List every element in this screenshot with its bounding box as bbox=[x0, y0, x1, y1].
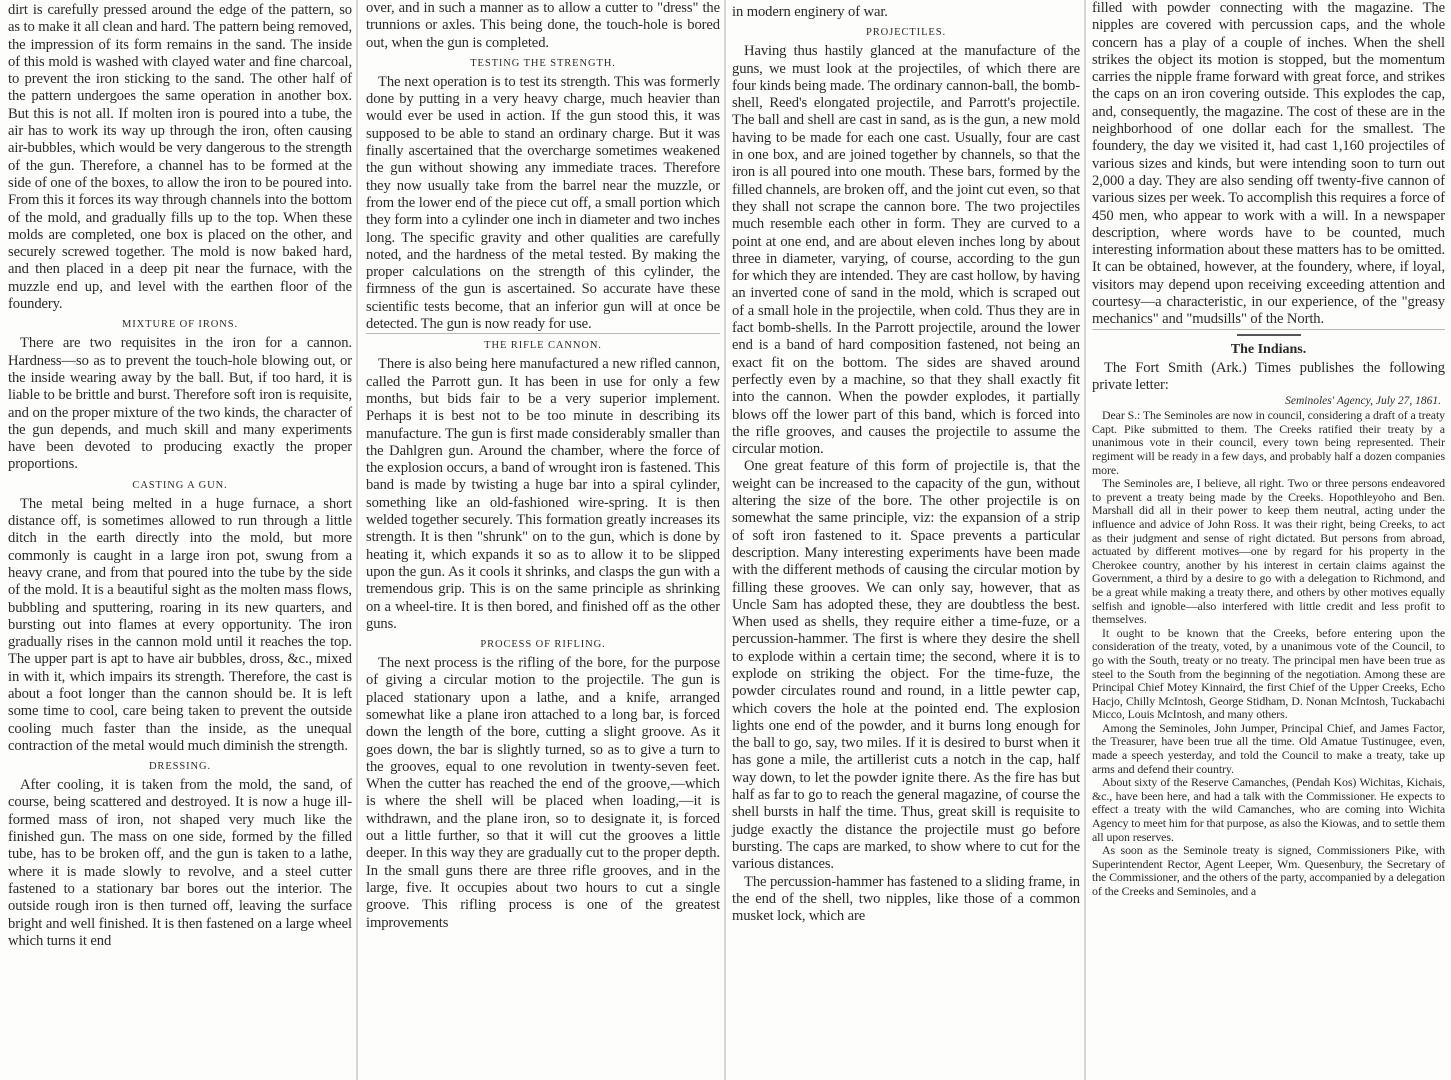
paragraph: The Fort Smith (Ark.) Times publishes the following private letter: bbox=[1092, 359, 1445, 393]
letter-paragraph: Among the Seminoles, John Jumper, Principal Chief, and James Factor, the Treasurer, have been true all the time. Old Amatue Tustinugee, even, made a speech yesterday, and told the Council to make a treaty, take up arms and defend their country. bbox=[1092, 720, 1445, 776]
letter-paragraph: Dear S.: The Seminoles are now in council, considering a draft of a treaty Capt. Pike submitted to them. The Creeks ratified their treaty by a unanimous vote in their council, every town being represented. Their regiment will be ready in a few days, and probably half a dozen companies more. bbox=[1092, 408, 1445, 477]
paragraph: in modern enginery of war. bbox=[732, 4, 888, 20]
paragraph: The next process is the rifling of the bore, for the purpose of giving a circular motion to the projectile. The gun is placed stationary upon a lathe, and a knife, arranged somewhat like a plane iron attached to a long bar, is forced down the length of the bore, cutting a slight groove. As it goes down, the bar is slightly turned, so as to give a turn to the grooves, equal to one revolution in twenty-seven feet. When the cutter has reached the end of the groove,—which is where the shell will be placed when loading,—it is withdrawn, and the plane iron, so to designate it, is forced out a little further, so that it will cut the grooves a little deeper. In this way they are gradually cut to the proper depth. In the small guns there are three rifle grooves, and in the large, five. It occupies about two hours to cut a single groove. This rifling process is one of the greatest improvements bbox=[366, 655, 720, 931]
column-2 bbox=[358, 0, 724, 1080]
letter-paragraph: About sixty of the Reserve Camanches, (Pendah Kos) Wichitas, Kichais, &c., have been here, and had a talk with the Commissioner. He expects to effect a treaty with the wild Camanches, who are coming into Wichita Agency to meet him for that purpose, as also the Kiowas, and to settle them all upon reserves. bbox=[1092, 775, 1445, 844]
paragraph: over, and in such a manner as to allow a cutter to "dress" the trunnions or axles. This being done, the touch-hole is bored out, when the gun is completed. bbox=[366, 0, 720, 51]
section-heading: THE RIFLE CANNON. bbox=[484, 340, 602, 352]
article-title: The Indians. bbox=[1230, 341, 1307, 357]
letter-paragraph: It ought to be known that the Creeks, before entering upon the consideration of the treaty, voted, by a unanimous vote of the Council, to go with the South, treaty or no treaty. The principal men have been true as steel to the South from the beginning of the negotiation. Among these are Principal Chief Motey Kinnaird, the first Chief of the Upper Creeks, Echo Hacjo, Chilly McIntosh, George Stidham, D. Nonan McIntosh, Tuckabachi Micco, Louis McIntosh, and many others. bbox=[1092, 625, 1445, 722]
column-4 bbox=[1086, 0, 1451, 1080]
column-3 bbox=[726, 0, 1084, 1080]
letter-paragraph: As soon as the Seminole treaty is signed, Commissioners Pike, with Superintendent Rector, Agent Leeper, Wm. Quesenbury, the Secretary of the Commissioner, and the others of the party, accompanied by a delegation of the Creeks and Seminoles, and a bbox=[1092, 843, 1445, 899]
paragraph: The metal being melted in a huge furnace, a short distance off, is sometimes allowed to run through a little ditch in the earth directly into the mold, but more commonly is caught in a large iron pot, swung from a heavy crane, and from that poured into the tube by the side of the mold. It is a beautiful sight as the molten mass flows, bubbling and sputtering, roaring in its new quarters, and bursting out into flames at every opportunity. The iron gradually rises in the cannon mold until it reaches the top. The upper part is apt to have air bubbles, dross, &c., mixed in with it, which impairs its strength. Therefore, the cast is about a foot longer than the cannon should be. It is left some time to cool, care being taken to prevent the outside cooling much faster than the inside, as the unequal contraction of the metal would much diminish the strength. bbox=[8, 495, 352, 754]
clipping-piece bbox=[366, 0, 720, 334]
paragraph: After cooling, it is taken from the mold, the sand, of course, being scattered and destroyed. It is now a huge ill-formed mass of iron, not shaped very much like the finished gun. The mass on one side, formed by the filled tube, has to be broken off, and the gun is taken to a lathe, where it is made slowly to revolve, and a steel cutter fastened to a stationary bar bores out the interior. The outside rough iron is then turned off, leaving the surface bright and well finished. It is then fastened on a large wheel which turns it end bbox=[8, 777, 352, 949]
section-heading: CASTING A GUN. bbox=[132, 479, 228, 491]
paragraph: dirt is carefully pressed around the edge of the pattern, so as to make it all clean and hard. The pattern being removed, the impression of its form remains in the sand. The inside of this mold is washed with clayed water and fine charcoal, to prevent the iron sticking to the sand. The other half of the pattern undergoes the same operation in another box. But this is not all. If molten iron is poured into a tube, the air has to work its way up through the iron, often causing air-bubbles, which would be very dangerous to the strength of the gun. Therefore, a channel has to be formed at the side of one of the boxes, to allow the iron to be poured into. From this it forces its way through channels into the bottom of the mold, and gradually fills up to the top. When these molds are completed, one box is placed on the other, and securely screwed together. The mold is now baked hard, and then placed in a deep pit near the furnace, with the muzzle end up, and level with the earthen floor of the foundery. bbox=[8, 2, 352, 313]
paragraph: Having thus hastily glanced at the manufacture of the guns, we must look at the projectiles, of which there are four kinds being made. The ordinary cannon-ball, the bomb-shell, Reed's elongated projectile, and Parrott's projectile. The ball and shell are cast in sand, as is the gun, a new mold having to be made for each one cast. Usually, four are cast in one box, and are joined together by channels, so that the iron is all poured into one mouth. These bars, formed by the filled channels, are broken off, and the joint cut even, so that they shall not scrape the cannon bore. The two projectiles much resemble each other in form. They are curved to a point at one end, and are about eleven inches long by about three in diameter, varying, of course, according to the gun for which they are intended. They are cast hollow, by having an inverted cone of sand in the mold, which is scraped out of a small hole in the projectile, when cold. Thus they are in fact bomb-shells. In the Parrott projectile, around the lower end is a band of hard composition fastened, not being an exact fit on the bottom. The sides are shaved around perfectly even by a machine, so that they shall exactly fit into the cannon. When the powder explodes, it partially blows off the lower part of this band, which is forced into the rifle grooves, and causes the projectile to assume the circular motion. bbox=[732, 43, 1080, 458]
section-heading: MIXTURE OF IRONS. bbox=[122, 319, 238, 331]
section-heading: DRESSING. bbox=[148, 761, 212, 773]
clipping-piece bbox=[1092, 0, 1445, 330]
letter-paragraph: The Seminoles are, I believe, all right. Two or three persons endeavored to prevent a treaty being made by the Creeks. Hopothleyoho and Ben. Marshall did all in their power to keep them neutral, acting under the influence and advice of John Ross. It was their right, being Creeks, to act as their judgment and sense of right dictated. But persons from abroad, actuated by different motives—one by regard for his property in the Cherokee country, another by his interest in certain claims against the Government, a third by a desire to go with a delegation to Richmond, and be a great while making a treaty there, and others by other motives equally selfish and ignoble—also interfered with little credit and less profit to themselves. bbox=[1092, 476, 1445, 627]
paragraph: There are two requisites in the iron for a cannon. Hardness—so as to prevent the touch-hole blowing out, or the inside wearing away by the ball. But, if too hard, it is liable to be brittle and burst. Therefore soft iron is requisite, and on the proper mixture of the two kinds, the character of the gun depends, and much skill and many experiments have been devoted to producing exactly the proper proportions. bbox=[8, 335, 352, 473]
paragraph: filled with powder connecting with the magazine. The nipples are covered with percussion caps, and the whole concern has a play of a couple of inches. When the shell strikes the object its motion is stopped, but the momentum carries the nipple frame forward with great force, and strikes the caps on an iron covering outside. This explodes the cap, and, consequently, the magazine. The cost of these are in the neighborhood of one dollar each for the smallest. The foundery, the day we visited it, had cast 1,160 projectiles of various sizes and kinds, but were intending soon to turn out 2,000 a day. They are also sending off twenty-five cannon of various sizes per week. To accomplish this requires a force of 450 men, who appear to work with a will. In a newspaper description, where words have to be counted, much interesting information about these matters has to be omitted. It can be obtained, however, at the foundery, where, if loyal, visitors may depend upon receiving exceeding attention and courtesy—a characteristic, in our experience, of the "greasy mechanics" and "mudsills" of the North. bbox=[1092, 0, 1445, 328]
section-heading: PROCESS OF RIFLING. bbox=[480, 639, 606, 651]
paragraph: The next operation is to test its strength. This was formerly done by putting in a very heavy charge, much heavier than would ever be used in action. If the gun stood this, it was supposed to be able to stand an ordinary charge. But it was finally ascertained that the overcharge sometimes weakened the gun without showing any immediate traces. Therefore they now usually take from the barrel near the muzzle, or from the lower end of the piece cut off, a small portion which they form into a cylinder one inch in diameter and two inches long. The specific gravity and other qualities are carefully noted, and the hardness of the metal tested. By making the proper calculations on the strength of this cylinder, the firmness of the gun is ascertained. So accurate have these scientific tests become, that an inferior gun will at once be detected. The gun is now ready for use. bbox=[366, 73, 720, 333]
section-heading: PROJECTILES. bbox=[866, 27, 946, 39]
paragraph: There is also being here manufactured a new rifled cannon, called the Parrott gun. It has been in use for only a few months, but bids fair to be a very superior implement. Perhaps it is best not to be too minute in describing its manufacture. The gun is first made considerably smaller than the Dahlgren gun. Around the chamber, where the force of the explosion occurs, a band of wrought iron is fastened. This band is made by twisting a huge bar into a spiral cylinder, something like an old-fashioned wire-spring. It is then welded together securely. This formation greatly increases its strength. It is then "shrunk" on to the gun, which is done by heating it, which expands it so as to allow it to be slipped upon the gun. As it cools it shrinks, and clasps the gun with a tremendous grip. This is on the same principle as shrinking on a wheel-tire. It is then bored, and finished off as the other guns. bbox=[366, 356, 720, 632]
letter-dateline: Seminoles' Agency, July 27, 1861. bbox=[1285, 395, 1441, 408]
section-heading: TESTING THE STRENGTH. bbox=[470, 57, 616, 69]
paragraph: One great feature of this form of projectile is, that the weight can be increased to the capacity of the gun, without altering the size of the bore. The other projectile is on somewhat the same principle, viz: the expansion of a strip of soft iron fastened to it. Space prevents a particular description. Many interesting experiments have been made with the different methods of causing the circular motion by filling these grooves. We can only say, however, that as Uncle Sam has adopted these, they are doubtless the best. When used as shells, they require either a time-fuze, or a percussion-hammer. The first is where they desire the shell to explode within a certain time; the second, where it is to explode on striking the object. For the time-fuze, the powder circulates round and round, in a little pewter cap, which covers the hole at the pointed end. The explosion lights one end of the powder, and it burns long enough for the ball to go, say, two miles. If it is desired to burst when it has gone a mile, the artillerist cuts a notch in the cap, half way down, to let the powder ignite there. As the fire has but half as far to go to reach the general magazine, of course the shell bursts in half the time. Thus, great skill is requisite to judge exactly the distance the projectile must go before bursting. The caps are marked, to show where to cut for the various distances. bbox=[732, 458, 1080, 873]
column-1 bbox=[0, 0, 356, 1080]
paragraph: The percussion-hammer has fastened to a sliding frame, in the end of the shell, two nipples, like those of a common musket lock, which are bbox=[732, 873, 1080, 925]
divider bbox=[1237, 334, 1301, 336]
